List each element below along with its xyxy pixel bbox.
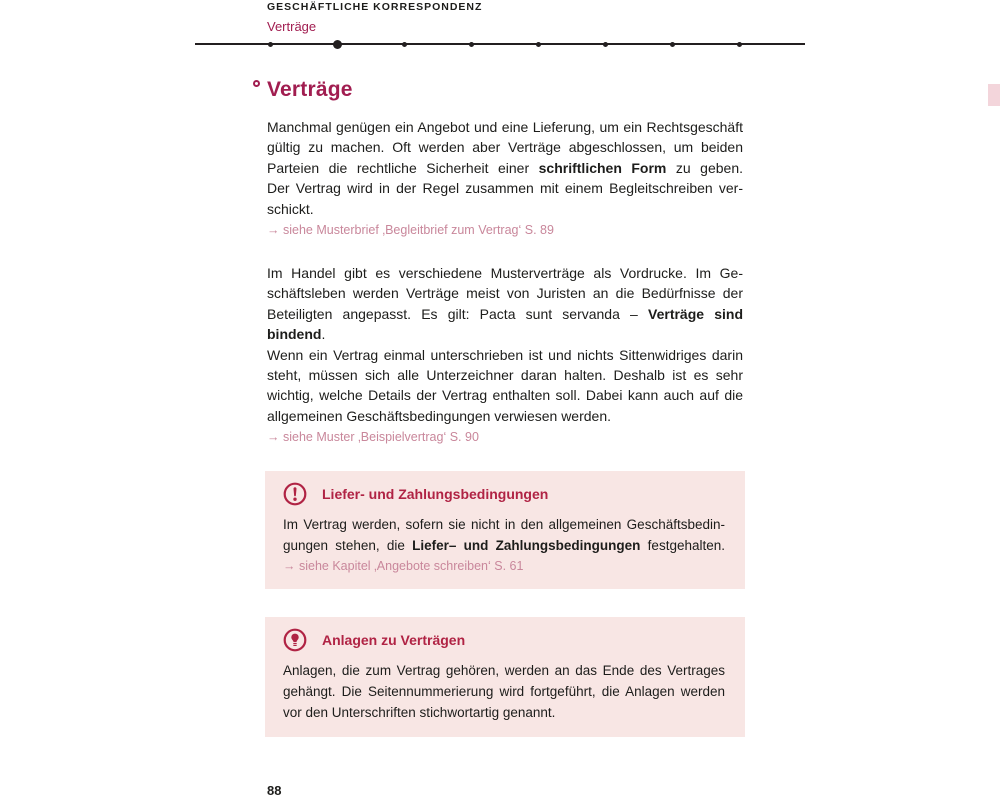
- text-line: vor den Unterschriften stichwortartig genannt.: [283, 705, 556, 721]
- paragraph-2: [267, 263, 743, 446]
- progress-dot: [268, 42, 273, 47]
- page-number: 88: [267, 783, 282, 798]
- text-line: Der Vertrag wird in der Regel zusammen mit einem Begleitschreiben ver-: [267, 180, 743, 197]
- text-line: gehängt. Die Seitennummerierung wird fortgeführt, die Anlagen werden: [283, 684, 725, 700]
- text-line: [267, 304, 743, 345]
- exclamation-icon: [283, 482, 307, 506]
- lightbulb-icon: [283, 628, 307, 652]
- bold-text-segment: schriftlichen Form: [538, 159, 667, 176]
- text-line: steht, müssen sich alle Unterzeichner daran halten. Deshalb ist es sehr: [267, 367, 743, 384]
- cross-reference: → siehe Kapitel ‚Angebote schreiben‘ S. 61: [283, 559, 524, 574]
- info-box-header: [283, 482, 725, 506]
- text-segment: zu geben.: [666, 159, 743, 176]
- section-title-row: [267, 77, 743, 102]
- text-line: Manchmal genügen ein Angebot und eine Lieferung, um ein Rechtsgeschäft: [267, 119, 743, 135]
- cross-reference: → siehe Muster ‚Beispielvertrag‘ S. 90: [267, 430, 479, 445]
- progress-dot-active: [333, 40, 342, 49]
- text-line: Im Handel gibt es verschiedene Musterverträge als Vordrucke. Im Ge-: [267, 265, 743, 282]
- page-content: [267, 77, 743, 737]
- text-segment: .: [321, 326, 326, 343]
- cross-reference: → siehe Musterbrief ‚Begleitbrief zum Vertrag‘ S. 89: [267, 223, 554, 238]
- progress-dot: [737, 42, 742, 47]
- info-box-body: [283, 514, 725, 575]
- bold-text-segment: Liefer– und Zahlungsbedingungen: [412, 538, 641, 554]
- info-box-body: [283, 660, 725, 723]
- info-box-delivery-terms: [265, 471, 745, 589]
- info-box-attachments: [265, 617, 745, 737]
- info-box-title: Anlagen zu Verträgen: [322, 632, 466, 649]
- text-segment: Parteien die rechtliche Sicherheit einer: [267, 159, 539, 176]
- text-line: schäftsleben werden Verträge meist von Juristen an die Bedürfnisse der: [267, 285, 743, 302]
- text-line: [283, 535, 725, 556]
- section-title: Verträge: [267, 78, 353, 101]
- running-head: GESCHÄFTLICHE KORRESPONDENZ: [267, 1, 483, 13]
- progress-dot: [402, 42, 407, 47]
- text-segment: gungen stehen, die: [283, 538, 413, 554]
- section-marker-icon: [253, 80, 260, 87]
- progress-dot: [603, 42, 608, 47]
- text-line: Im Vertrag werden, sofern sie nicht in den allgemeinen Geschäftsbedin-: [283, 517, 725, 533]
- info-box-header: [283, 628, 725, 652]
- chapter-progress-line: [195, 43, 805, 45]
- progress-dot: [670, 42, 675, 47]
- text-line: schickt.: [267, 200, 314, 217]
- running-head-chapter: Verträge: [267, 19, 317, 34]
- progress-dot: [469, 42, 474, 47]
- text-line: allgemeinen Geschäftsbedingungen verwiesen werden.: [267, 407, 611, 424]
- text-segment: Beteiligten angepasst. Es gilt: Pacta sunt servanda –: [267, 305, 649, 322]
- info-box-title: Liefer- und Zahlungsbedingungen: [322, 486, 549, 503]
- text-line: gültig zu machen. Oft werden aber Verträge abgeschlossen, um beiden: [267, 139, 743, 156]
- progress-dot: [536, 42, 541, 47]
- text-line: wichtig, welche Details der Vertrag enthalten soll. Dabei kann auch auf die: [267, 387, 743, 404]
- text-line: Wenn ein Vertrag einmal unterschrieben ist und nichts Sittenwidriges darin: [267, 346, 743, 363]
- paragraph-1: [267, 117, 743, 239]
- text-line: Anlagen, die zum Vertrag gehören, werden an das Ende des Vertrages: [283, 663, 725, 679]
- chapter-edge-tab: [988, 84, 1000, 106]
- bold-text-segment: Verträge sind bindend: [267, 305, 743, 343]
- text-line: [267, 158, 743, 178]
- text-segment: festgehalten.: [640, 538, 725, 554]
